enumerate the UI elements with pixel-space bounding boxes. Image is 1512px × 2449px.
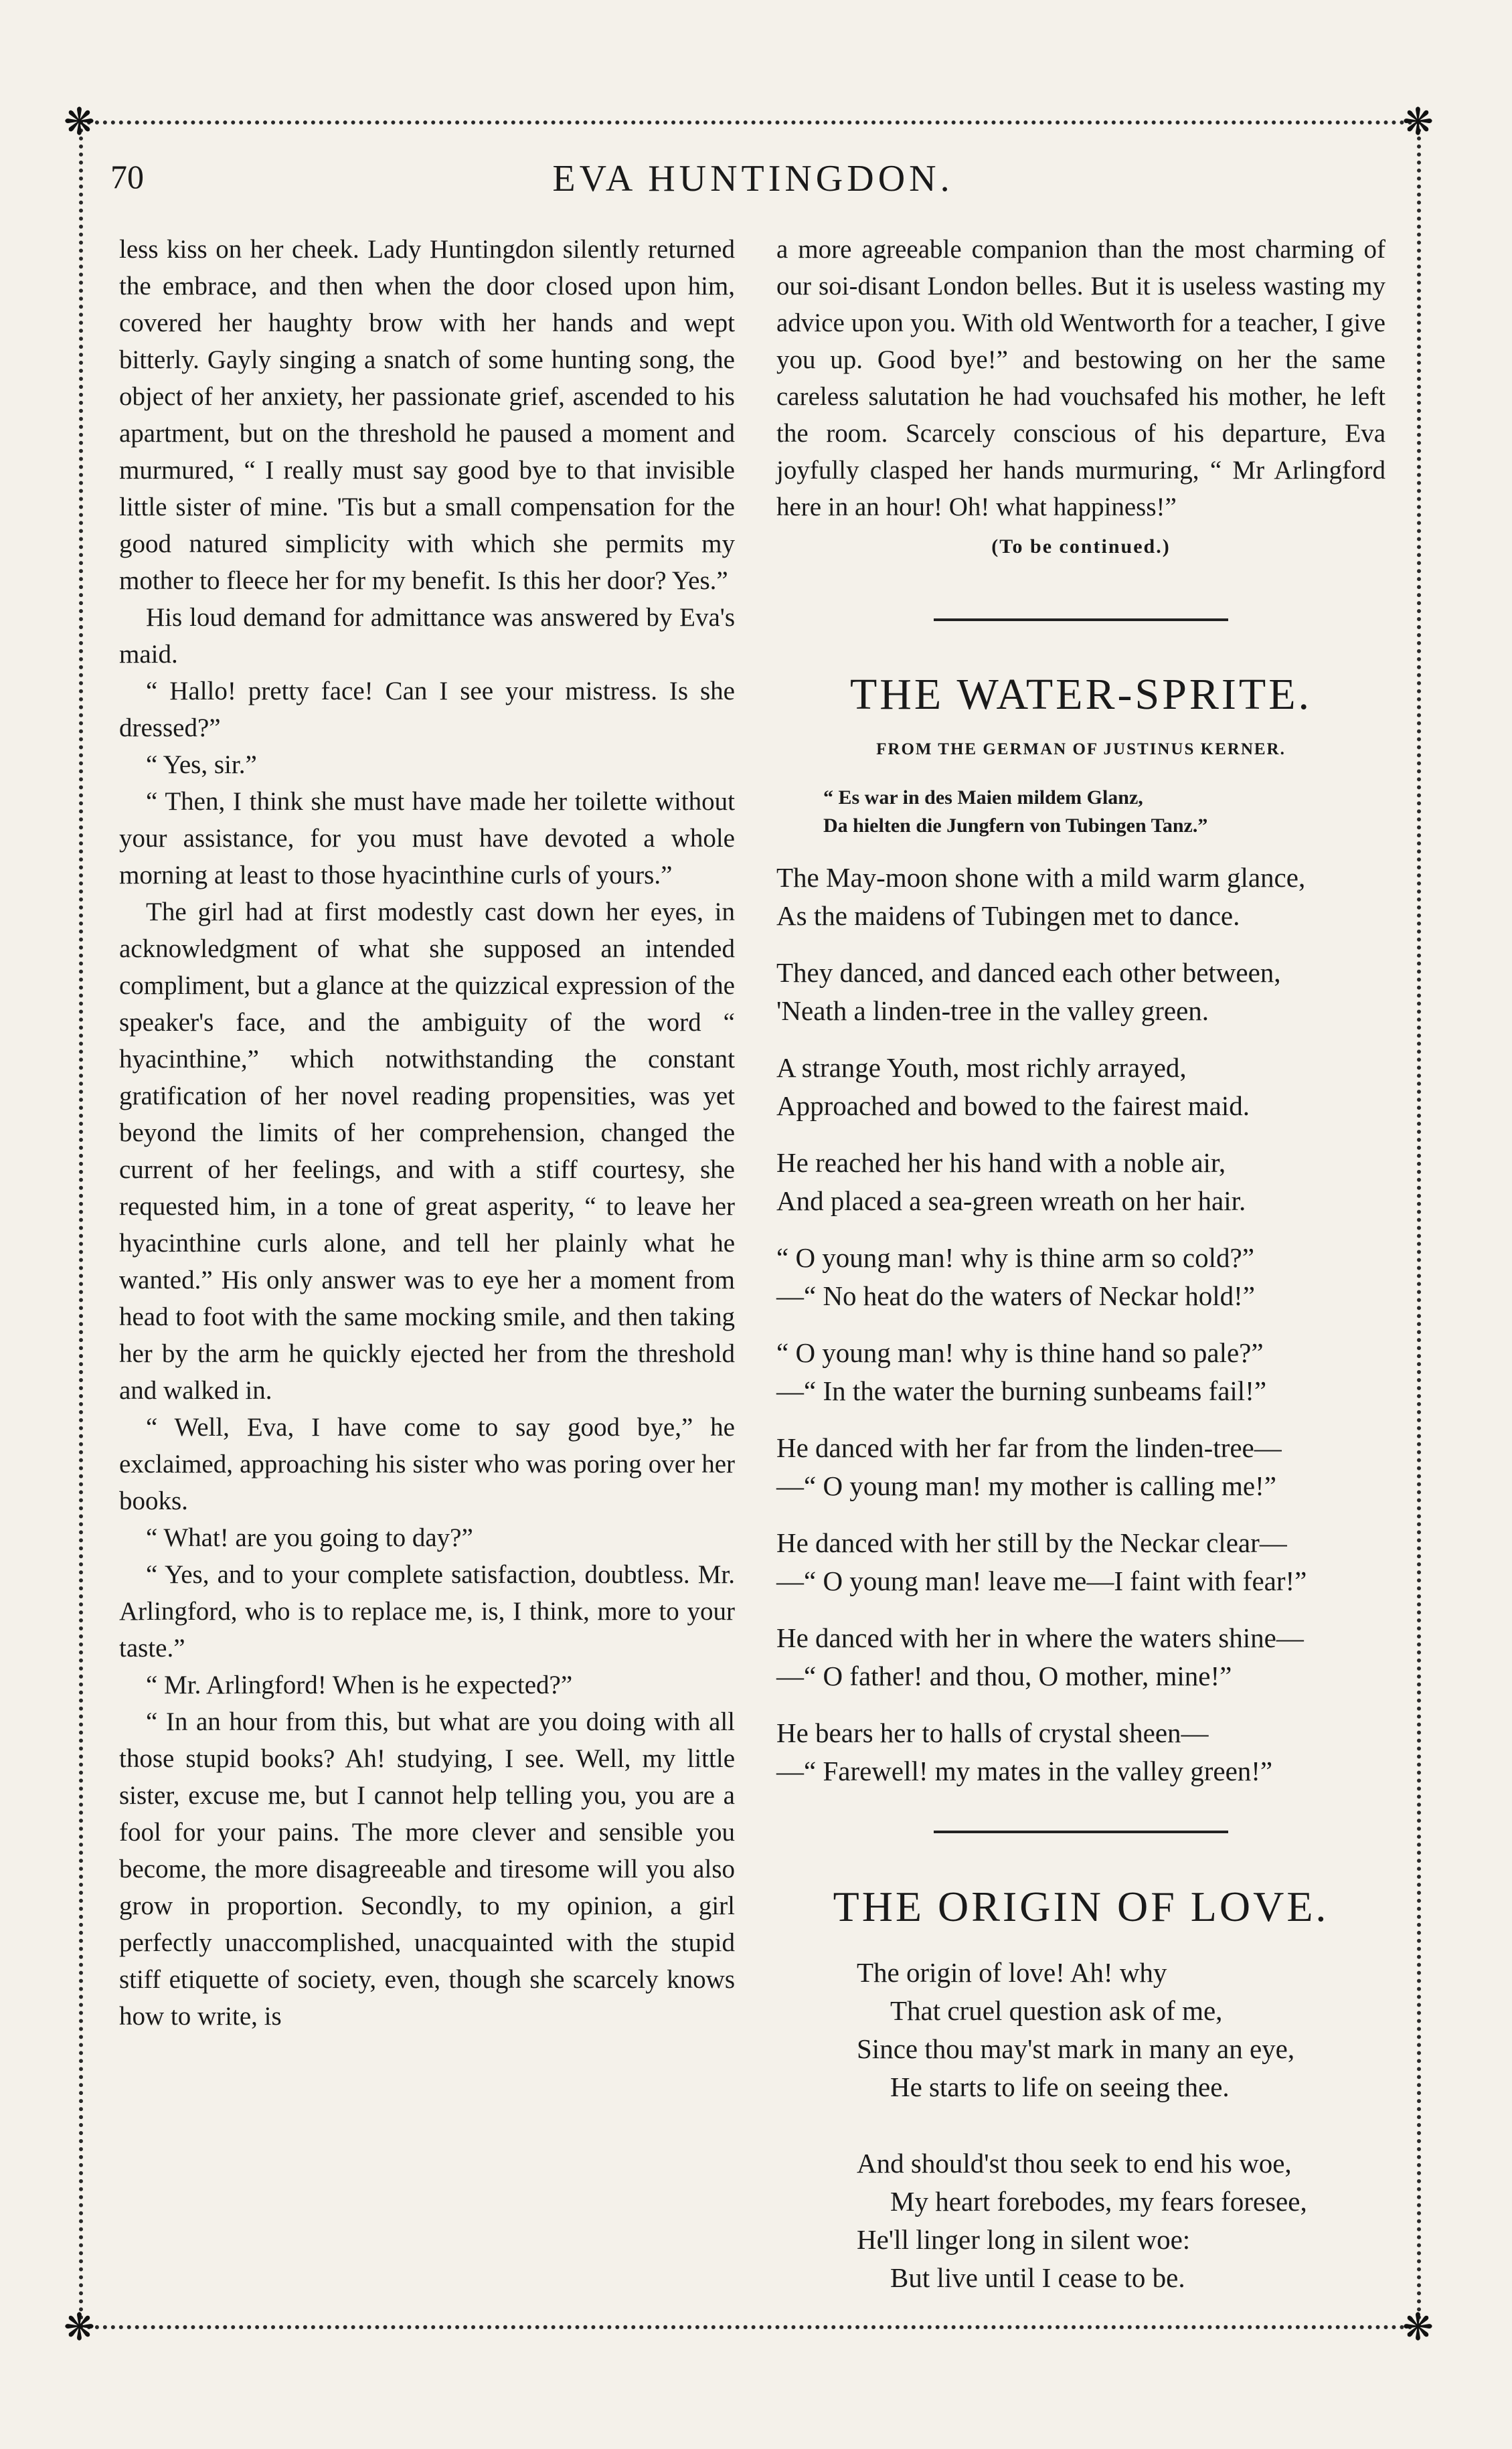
to-be-continued: (To be continued.) xyxy=(991,535,1171,558)
paragraph: “ Hallo! pretty face! Can I see your mistress. Is she dressed?” xyxy=(119,677,735,742)
poem-title-origin-of-love: THE ORIGIN OF LOVE. xyxy=(833,1883,1329,1930)
verse-line: But live until I cease to be. xyxy=(890,2262,1185,2293)
stanza xyxy=(857,1954,1385,2106)
verse-line: A strange Youth, most richly arrayed, xyxy=(776,1052,1187,1083)
verse-line: Approached and bowed to the fairest maid. xyxy=(776,1090,1250,1121)
page-number: 70 xyxy=(110,158,144,195)
story-continuation: a more agreeable companion than the most charming of our soi-disant London belles. But it is useless wasting my advice upon you. With old Wentworth for a teacher, I give you up. Good bye!” and bestowing on her the same careless salutation he had vouchsafed his mother, he left the room. Scarcely conscious of his departure, Eva joyfully clasped her hands murmuring, “ Mr Arlingford here in an hour! Oh! what happiness!” xyxy=(776,235,1385,521)
epigraph-line: Da hielten die Jungfern von Tubingen Tanz.” xyxy=(823,815,1208,837)
verse-line: He danced with her far from the linden-tree— xyxy=(776,1432,1282,1463)
poem-title-water-sprite: THE WATER-SPRITE. xyxy=(849,670,1313,719)
verse-line: He danced with her still by the Neckar clear— xyxy=(776,1527,1287,1558)
left-column xyxy=(119,231,735,2035)
verse-line: Since thou may'st mark in many an eye, xyxy=(857,2033,1295,2064)
epigraph-line: “ Es war in des Maien mildem Glanz, xyxy=(823,786,1143,809)
verse-line: —“ O young man! my mother is calling me!” xyxy=(776,1470,1276,1501)
stanza xyxy=(776,1049,1385,1125)
paragraph: The girl had at first modestly cast down her eyes, in acknowledgment of what she supposed an intended compliment, but a glance at the quizzical expression of the speaker's face, and the ambiguity of the word “ hyacinthine,” which notwithstanding the constant gratification of her novel reading propensities, was yet beyond the limits of her comprehension, changed the current of her feelings, and with a stiff courtesy, she requested him, in a tone of great asperity, “ to leave her hyacinthine curls alone, and tell her plainly what he wanted.” His only answer was to eye her a moment from head to foot with the same mocking smile, and then taking her by the arm he quickly ejected her from the threshold and walked in. xyxy=(119,898,735,1405)
verse-line: As the maidens of Tubingen met to dance. xyxy=(776,900,1240,931)
corner-ornament-bottom-right: ❋ xyxy=(1402,2306,1434,2349)
verse-line: And placed a sea-green wreath on her hair. xyxy=(776,1185,1246,1216)
right-column xyxy=(776,231,1385,2297)
verse-line: —“ Farewell! my mates in the valley green!” xyxy=(776,1756,1273,1786)
verse-line: 'Neath a linden-tree in the valley green. xyxy=(776,995,1209,1026)
verse-line: My heart forebodes, my fears foresee, xyxy=(890,2186,1307,2217)
paragraph: “ Well, Eva, I have come to say good bye,” he exclaimed, approaching his sister who was poring over her books. xyxy=(119,1413,735,1515)
paragraph: His loud demand for admittance was answered by Eva's maid. xyxy=(119,603,735,669)
paragraph: “ Yes, and to your complete satisfaction, doubtless. Mr. Arlingford, who is to replace me, is, I think, more to your taste.” xyxy=(119,1560,735,1663)
verse-line: —“ In the water the burning sunbeams fail!” xyxy=(776,1375,1267,1406)
verse-line: The May-moon shone with a mild warm glance, xyxy=(776,862,1306,893)
verse-line: He starts to life on seeing thee. xyxy=(890,2072,1230,2102)
verse-line: “ O young man! why is thine hand so pale?” xyxy=(776,1337,1264,1368)
verse-line: The origin of love! Ah! why xyxy=(857,1957,1167,1988)
paragraph: “ In an hour from this, but what are you doing with all those stupid books? Ah! studying, I see. Well, my little sister, excuse me, but I cannot help telling you, you are a fool for your pains. The more clever and sensible you become, the more disagreeable and tiresome will you also grow in proportion. Secondly, to my opinion, a girl perfectly unaccomplished, unacquainted with the stupid stiff etiquette of society, even, though she scarcely knows how to write, is xyxy=(119,1707,735,2031)
paragraph: “ What! are you going to day?” xyxy=(146,1523,473,1552)
stanza xyxy=(776,859,1385,935)
stanza xyxy=(776,1144,1385,1220)
paragraph: “ Yes, sir.” xyxy=(146,750,257,779)
paragraph: less kiss on her cheek. Lady Huntingdon silently returned the embrace, and then when the door closed upon him, covered her haughty brow with her hands and wept bitterly. Gayly singing a snatch of some hunting song, the object of her anxiety, her passionate grief, ascended to his apartment, but on the threshold he paused a moment and murmured, “ I really must say good bye to that invisible little sister of mine. 'Tis but a small compensation for the good natured simplicity with which she permits my mother to fleece her for my benefit. Is this her door? Yes.” xyxy=(119,235,735,595)
stanza xyxy=(776,1524,1385,1600)
verse-line: He reached her his hand with a noble air, xyxy=(776,1147,1226,1178)
verse-line: “ O young man! why is thine arm so cold?” xyxy=(776,1242,1254,1273)
running-title: EVA HUNTINGDON. xyxy=(552,158,954,199)
paragraph: “ Then, I think she must have made her toilette without your assistance, for you must have devoted a whole morning at least to those hyacinthine curls of yours.” xyxy=(119,787,735,890)
epigraph xyxy=(823,784,1385,840)
stanza xyxy=(776,1714,1385,1790)
stanza xyxy=(857,2144,1385,2297)
verse-line: He danced with her in where the waters shine— xyxy=(776,1622,1304,1653)
paragraph: “ Mr. Arlingford! When is he expected?” xyxy=(146,1671,573,1699)
corner-ornament-bottom-left: ❋ xyxy=(64,2306,95,2349)
verse-line: That cruel question ask of me, xyxy=(890,1995,1223,2026)
verse-line: —“ O father! and thou, O mother, mine!” xyxy=(776,1661,1232,1691)
page-header xyxy=(100,151,1406,204)
stanza xyxy=(776,954,1385,1030)
corner-ornament-top-left: ❋ xyxy=(64,100,95,144)
verse-line: —“ No heat do the waters of Neckar hold!” xyxy=(776,1280,1255,1311)
corner-ornament-top-right: ❋ xyxy=(1402,100,1434,144)
divider xyxy=(934,1831,1228,1833)
stanza xyxy=(776,1429,1385,1505)
stanza xyxy=(776,1239,1385,1315)
stanza xyxy=(776,1619,1385,1695)
verse-line: He bears her to halls of crystal sheen— xyxy=(776,1717,1209,1748)
verse-line: They danced, and danced each other between, xyxy=(776,957,1281,988)
stanza xyxy=(776,1334,1385,1410)
verse-line: He'll linger long in silent woe: xyxy=(857,2224,1191,2255)
poem-attribution: FROM THE GERMAN OF JUSTINUS KERNER. xyxy=(876,740,1286,758)
divider xyxy=(934,618,1228,621)
verse-line: And should'st thou seek to end his woe, xyxy=(857,2148,1292,2179)
verse-line: —“ O young man! leave me—I faint with fear!” xyxy=(776,1566,1307,1596)
